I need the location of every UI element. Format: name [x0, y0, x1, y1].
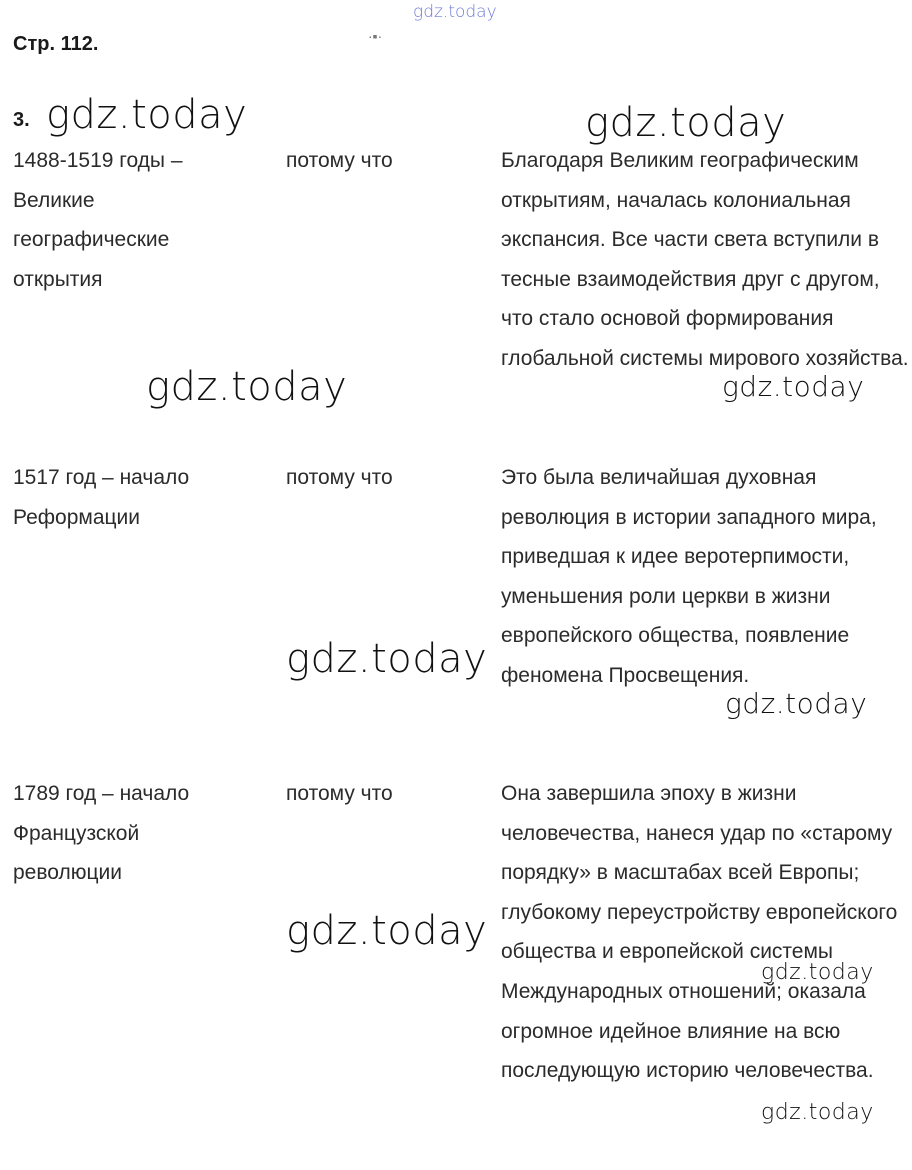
- reason-cell: Благодаря Великим географическим открытиям, началась колониальная экспансия. Все части света вступили в тесные взаимодействия друг с другом, что стало основой формирования глобальной системы мирового хозяйства.: [501, 149, 909, 370]
- watermark: gdz.today: [761, 1100, 874, 1125]
- top-watermark: gdz.today: [413, 2, 497, 22]
- dot-mark: ·▪·: [368, 28, 383, 44]
- event-cell: 1488-1519 годы – Великие географические открытия: [13, 149, 183, 291]
- task-number: 3.: [13, 109, 30, 131]
- watermark: gdz.today: [761, 960, 874, 985]
- watermark: gdz.today: [585, 100, 787, 146]
- watermark: gdz.today: [286, 908, 488, 954]
- watermark: gdz.today: [725, 687, 868, 720]
- watermark: gdz.today: [46, 92, 248, 138]
- event-cell: 1789 год – начало Французской революции: [13, 782, 190, 885]
- watermark: gdz.today: [722, 370, 865, 403]
- reason-cell: Она завершила эпоху в жизни человечества, нанеся удар по «старому порядку» в масштабах всей Европы; глубокому переустройству европейского общества и европейской системы Международных отношений; оказала огромное идейное влияние на всю последующую историю человечества.: [501, 782, 898, 1083]
- because-cell: потому что: [286, 782, 393, 805]
- because-cell: потому что: [286, 466, 393, 489]
- watermark: gdz.today: [286, 636, 488, 682]
- page-label: Стр. 112.: [13, 33, 99, 55]
- reason-cell: Это была величайшая духовная революция в истории западного мира, приведшая к идее веротерпимости, уменьшения роли церкви в жизни европейского общества, появление феномена Просвещения.: [501, 466, 877, 687]
- because-cell: потому что: [286, 149, 393, 172]
- watermark: gdz.today: [146, 364, 348, 410]
- event-cell: 1517 год – начало Реформации: [13, 466, 190, 529]
